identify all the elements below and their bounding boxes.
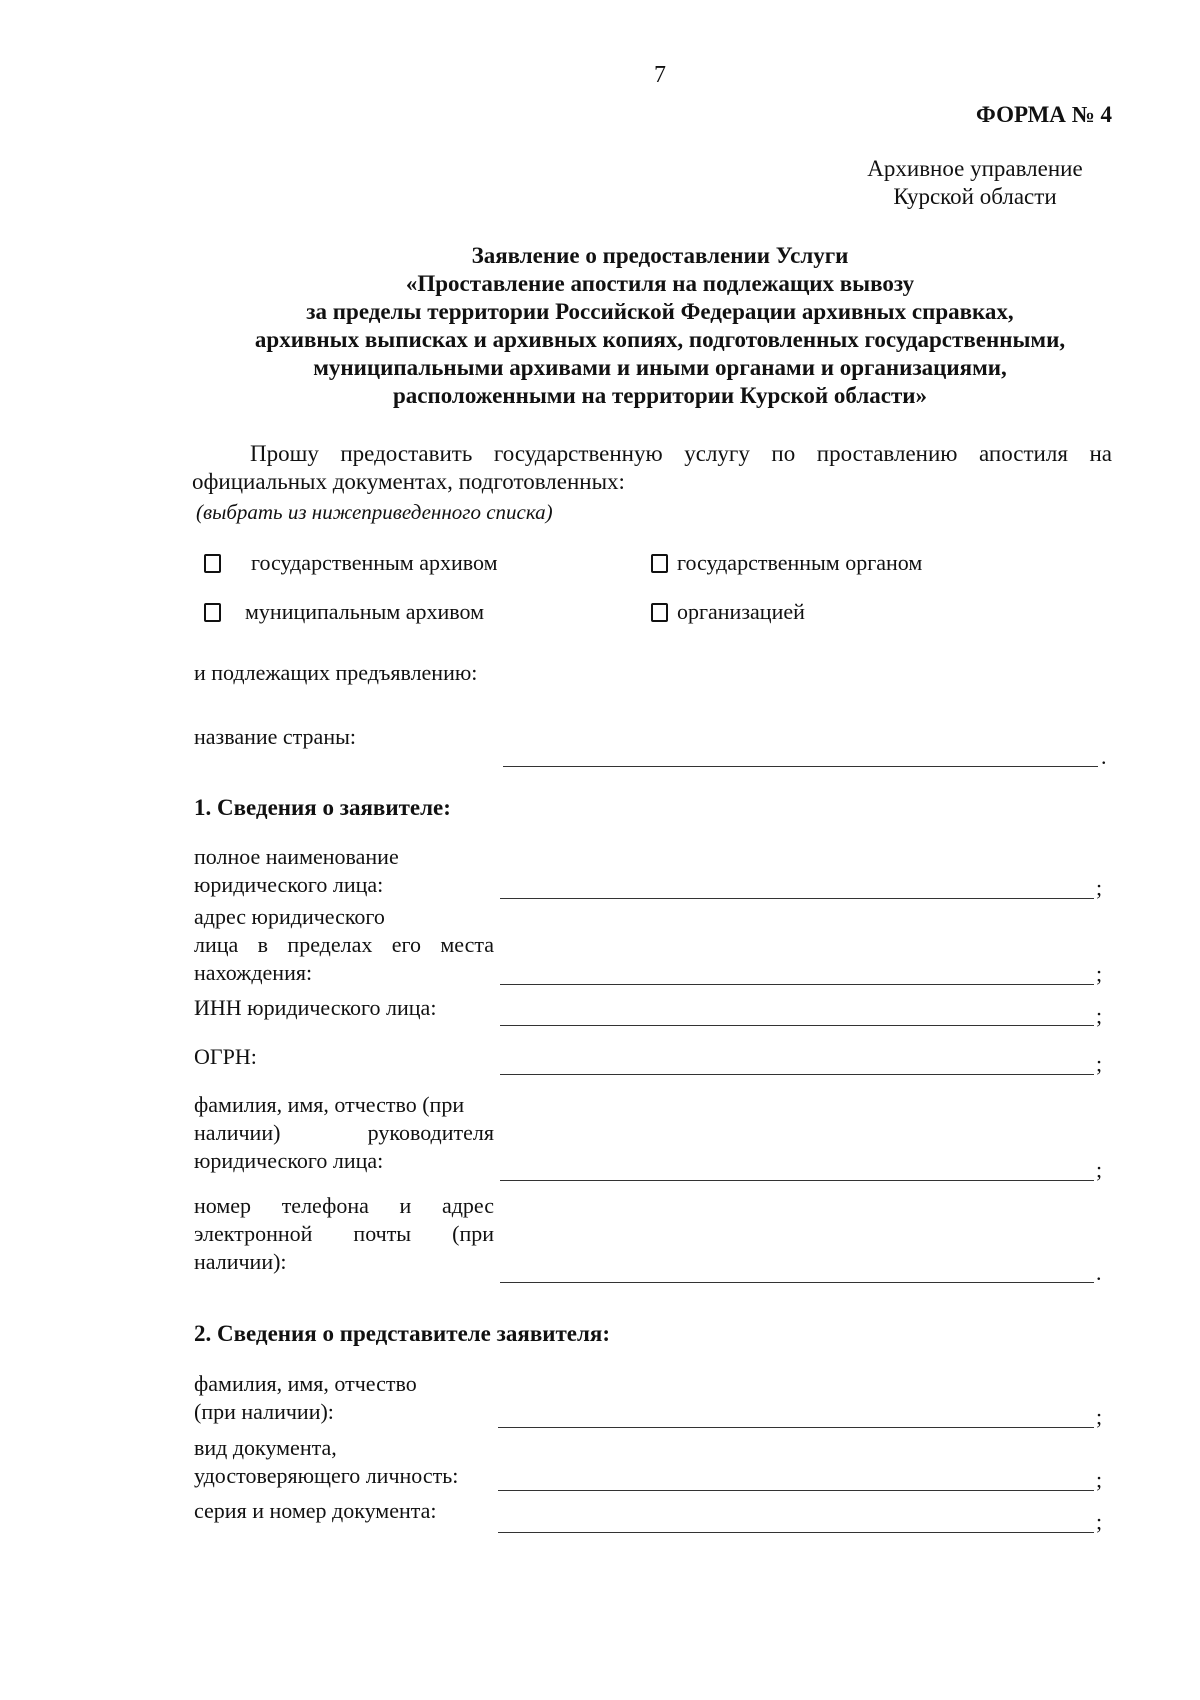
title-line: за пределы территории Российской Федерации архивных справках, xyxy=(306,299,1014,324)
field-end-mark: ; xyxy=(1096,1404,1103,1429)
field-end-mark: ; xyxy=(1096,961,1103,986)
country-input-line[interactable] xyxy=(503,766,1098,767)
request-paragraph: Прошу предоставить государственную услугу по проставлению апостиля на официальных документах, подготовленных: xyxy=(192,441,1112,494)
field-end-mark: ; xyxy=(1096,875,1103,900)
selection-hint: (выбрать из нижеприведенного списка) xyxy=(196,500,553,524)
option-state-archive[interactable] xyxy=(204,550,498,576)
inn-input-line[interactable] xyxy=(500,1025,1094,1026)
presentation-label: и подлежащих предъявлению: xyxy=(194,660,478,685)
legal-name-input-line[interactable] xyxy=(500,898,1094,899)
field-label-document-number: серия и номер документа: xyxy=(194,1498,437,1523)
section-representative-title: 2. Сведения о представителе заявителя: xyxy=(194,1321,611,1346)
field-end-mark: ; xyxy=(1096,1509,1103,1534)
addressee-block xyxy=(845,155,1105,211)
rep-name-input-line[interactable] xyxy=(498,1427,1094,1428)
checkbox[interactable] xyxy=(651,603,668,622)
director-name-input-line[interactable] xyxy=(500,1180,1094,1181)
checkbox[interactable] xyxy=(204,603,221,622)
field-label-rep-name: фамилия, имя, отчество (при наличии): xyxy=(194,1371,417,1424)
page-number: 7 xyxy=(654,62,666,88)
option-label: организацией xyxy=(677,599,805,624)
section-applicant-title: 1. Сведения о заявителе: xyxy=(194,795,451,820)
id-document-type-input-line[interactable] xyxy=(498,1490,1094,1491)
option-organization[interactable] xyxy=(651,599,805,625)
field-end-mark: ; xyxy=(1096,1157,1103,1182)
field-label-director-name: фамилия, имя, отчество (при наличии) руководителя юридического лица: xyxy=(194,1092,494,1173)
field-end-mark: ; xyxy=(1096,1051,1103,1076)
field-label-contacts: номер телефона и адрес электронной почты (при наличии): xyxy=(194,1193,494,1274)
document-number-input-line[interactable] xyxy=(498,1532,1094,1533)
field-end-mark: . xyxy=(1096,1260,1102,1285)
field-label-legal-address: адрес юридического лица в пределах его места нахождения: xyxy=(194,904,494,985)
title-line: муниципальными архивами и иными органами и организациями, xyxy=(313,355,1007,380)
field-label-id-document-type: вид документа, удостоверяющего личность: xyxy=(194,1435,459,1488)
field-end-mark: . xyxy=(1101,744,1107,769)
field-end-mark: ; xyxy=(1096,1467,1103,1492)
field-end-mark: ; xyxy=(1096,1003,1103,1028)
checkbox[interactable] xyxy=(204,554,221,573)
document-title xyxy=(180,242,1140,410)
checkbox[interactable] xyxy=(651,554,668,573)
field-label-ogrn: ОГРН: xyxy=(194,1044,257,1069)
title-line: Заявление о предоставлении Услуги xyxy=(471,243,849,268)
country-label: название страны: xyxy=(194,724,356,749)
field-label-legal-name: полное наименование юридического лица: xyxy=(194,844,399,897)
ogrn-input-line[interactable] xyxy=(500,1074,1094,1075)
form-number: ФОРМА № 4 xyxy=(976,102,1112,127)
option-state-body[interactable] xyxy=(651,550,922,576)
title-line: «Проставление апостиля на подлежащих вывозу xyxy=(405,271,915,296)
legal-address-input-line[interactable] xyxy=(500,984,1094,985)
option-label: государственным архивом xyxy=(251,550,498,575)
contacts-input-line[interactable] xyxy=(500,1282,1094,1283)
title-line: расположенными на территории Курской области» xyxy=(392,383,928,408)
title-line: архивных выписках и архивных копиях, подготовленных государственными, xyxy=(254,327,1066,352)
addressee-line: Архивное управление xyxy=(867,156,1083,181)
addressee-line: Курской области xyxy=(893,184,1057,209)
option-municipal-archive[interactable] xyxy=(204,599,484,625)
option-label: муниципальным архивом xyxy=(245,599,485,624)
field-label-inn: ИНН юридического лица: xyxy=(194,995,437,1020)
option-label: государственным органом xyxy=(677,550,923,575)
